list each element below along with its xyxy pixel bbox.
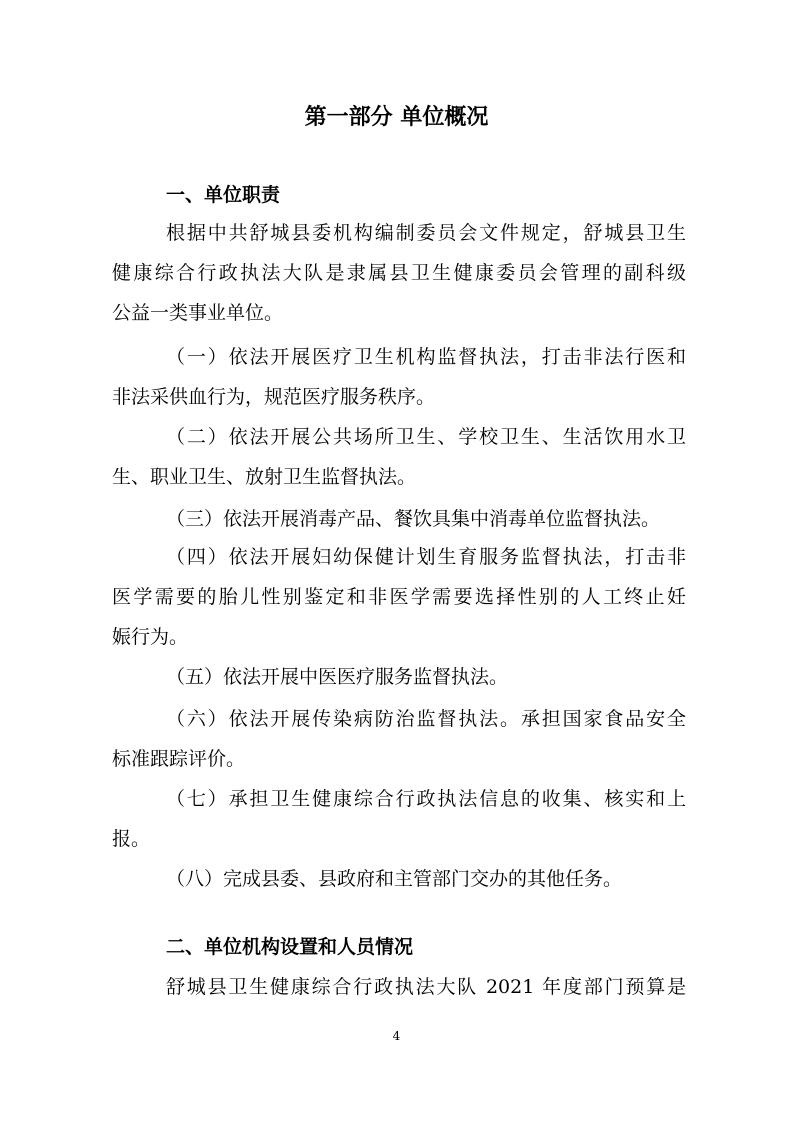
- text-line: 非法采供血行为，规范医疗服务秩序。: [112, 386, 436, 408]
- text-line: 公益一类事业单位。: [112, 302, 284, 324]
- text-line: （五）依法开展中医医疗服务监督执法。: [166, 666, 509, 688]
- text-line: （七）承担卫生健康综合行政执法信息的收集、核实和上: [166, 788, 686, 810]
- text-line: 医学需要的胎儿性别鉴定和非医学需要选择性别的人工终止妊: [112, 586, 686, 608]
- text-line: （六）依法开展传染病防治监督执法。承担国家食品安全: [166, 708, 686, 730]
- text-line: （四）依法开展妇幼保健计划生育服务监督执法，打击非: [166, 546, 686, 568]
- text-line: （二）依法开展公共场所卫生、学校卫生、生活饮用水卫: [166, 426, 686, 448]
- text-line: 舒城县卫生健康综合行政执法大队 2021 年度部门预算是: [166, 976, 686, 998]
- text-line: 娠行为。: [112, 626, 189, 648]
- text-line: 报。: [112, 828, 151, 850]
- text-line: 标准跟踪评价。: [112, 748, 246, 770]
- text-line: 健康综合行政执法大队是隶属县卫生健康委员会管理的副科级: [112, 262, 686, 284]
- section-heading-organization-staffing: 二、单位机构设置和人员情况: [166, 936, 414, 958]
- text-line: （三）依法开展消毒产品、餐饮具集中消毒单位监督执法。: [166, 508, 661, 530]
- text-line: （八）完成县委、县政府和主管部门交办的其他任务。: [166, 868, 623, 890]
- text-line: 根据中共舒城县委机构编制委员会文件规定，舒城县卫生: [166, 222, 686, 244]
- text-line: （一）依法开展医疗卫生机构监督执法，打击非法行医和: [166, 346, 686, 368]
- page-title: 第一部分 单位概况: [304, 105, 489, 130]
- text-line: 生、职业卫生、放射卫生监督执法。: [112, 466, 417, 488]
- page-number: 4: [392, 1029, 401, 1043]
- section-heading-unit-duties: 一、单位职责: [166, 184, 281, 206]
